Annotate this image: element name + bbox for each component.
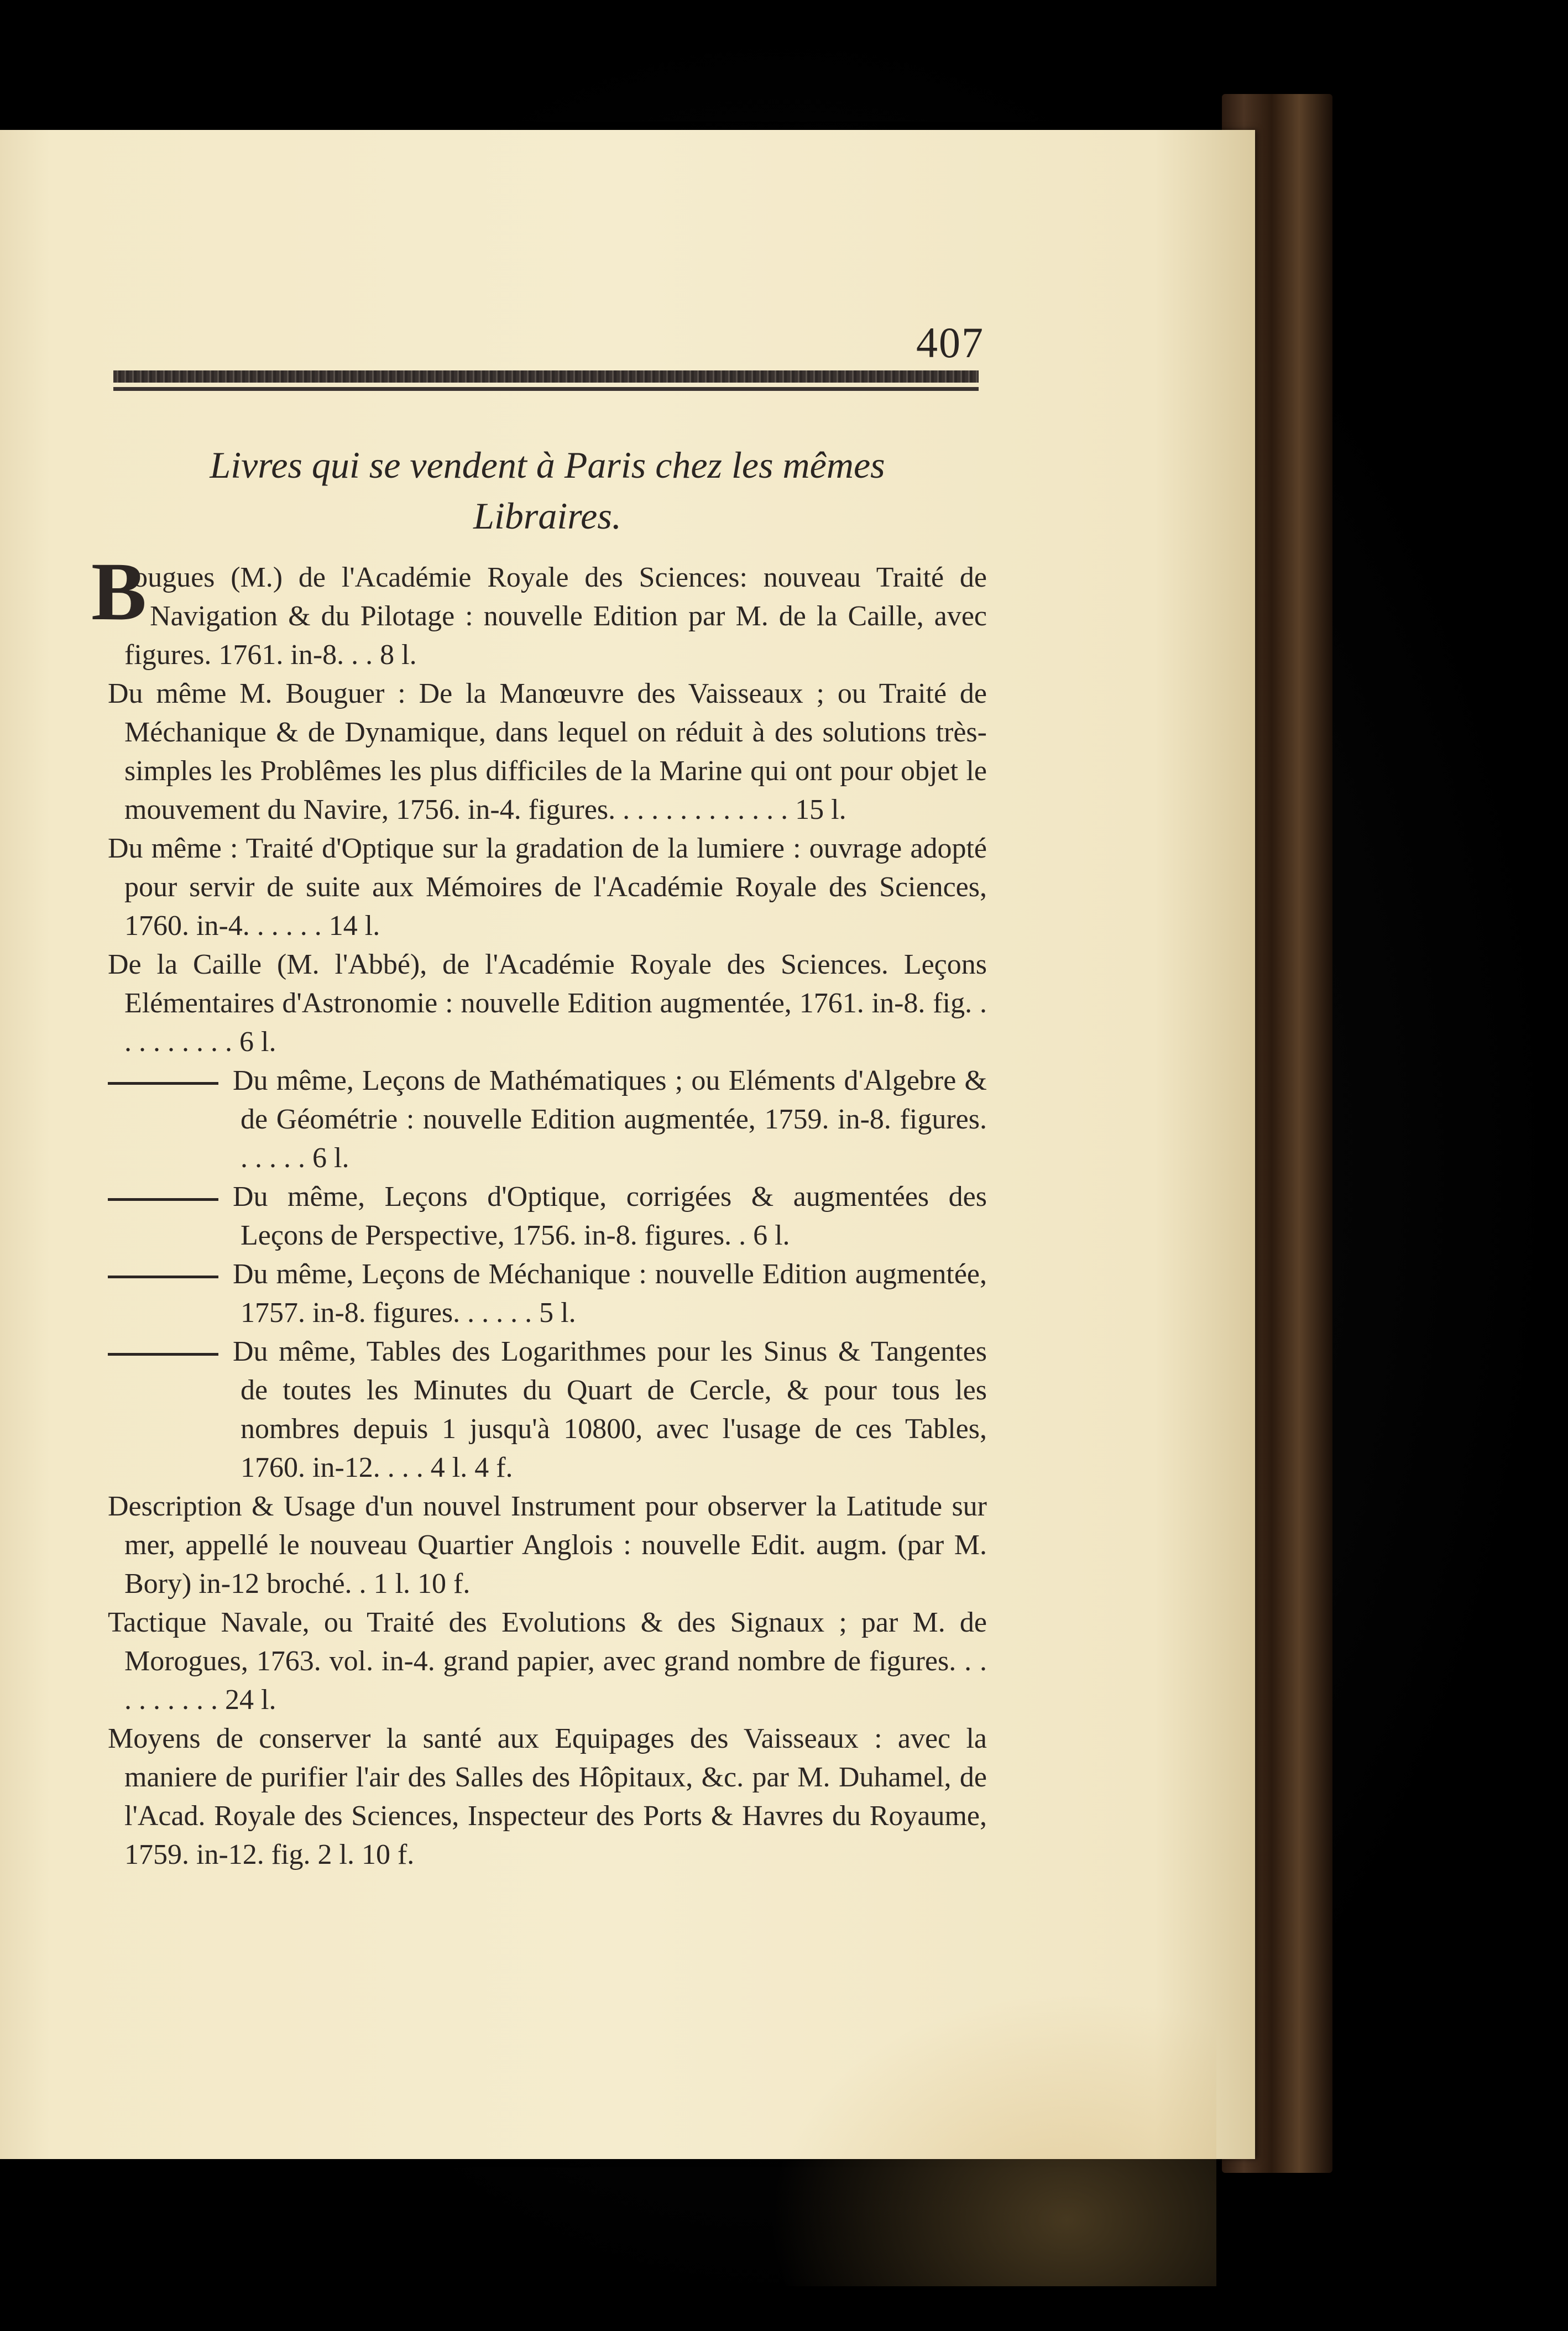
entry-price: 8 l.: [380, 639, 417, 671]
list-entry: [108, 1255, 987, 1332]
ditto-dash: [108, 1276, 218, 1278]
entry-price: 15 l.: [795, 794, 846, 825]
ditto-dash: [108, 1082, 218, 1085]
drop-cap: B: [91, 546, 147, 637]
list-entry: [108, 675, 987, 829]
entry-price: 2 l. 10 f.: [317, 1839, 415, 1870]
entry-price: 24 l.: [225, 1684, 276, 1716]
header-rule-thin: [113, 387, 979, 391]
list-entry: [108, 829, 987, 945]
section-title-line1: Livres qui se vendent à Paris chez les mêmes: [210, 444, 885, 486]
ditto-dash: [108, 1198, 218, 1201]
entry-price: 1 l. 10 f.: [373, 1568, 471, 1600]
ditto-dash: [108, 1353, 218, 1356]
list-entry: [108, 1178, 987, 1255]
entry-price: 5 l.: [539, 1297, 576, 1329]
entry-text: De la Caille (M. l'Abbé), de l'Académie Royale des Sciences. Leçons Elémentaires d'Astronomie : nouvelle Edition augmentée, 1761. in-8. fig. . . . . . . . . .: [108, 949, 987, 1058]
page-number: 407: [916, 318, 984, 367]
list-entry: [108, 1487, 987, 1603]
section-title: [108, 440, 987, 541]
entry-text: Description & Usage d'un nouvel Instrument pour observer la Latitude sur mer, appellé le nouveau Quartier Anglois : nouvelle Edit. augm. (par M. Bory) in-12 broché. .: [108, 1491, 987, 1600]
list-entry: [91, 546, 987, 675]
section-title-line2: Libraires.: [473, 495, 621, 537]
entry-text: Tactique Navale, ou Traité des Evolutions & des Signaux ; par M. de Morogues, 1763. vol. in-4. grand papier, avec grand nombre de figures. . . . . . . . . .: [108, 1607, 987, 1716]
entry-text: ougues (M.) de l'Académie Royale des Sciences: nouveau Traité de Navigation & du Pilotage : nouvelle Edition par M. de la Caille, avec figures. 1761. in-8. . .: [124, 562, 987, 671]
list-entry: [108, 945, 987, 1062]
entry-text: Du même, Leçons de Méchanique : nouvelle Edition augmentée, 1757. in-8. figures. . . . . .: [233, 1258, 987, 1329]
entry-price: 6 l.: [239, 1026, 276, 1058]
entry-price: 14 l.: [328, 910, 380, 942]
entry-text: Du même : Traité d'Optique sur la gradation de la lumiere : ouvrage adopté pour servir de suite aux Mémoires de l'Académie Royale des Sciences, 1760. in-4. . . . . .: [108, 833, 987, 942]
entry-text: Du même M. Bouguer : De la Manœuvre des Vaisseaux ; ou Traité de Méchanique & de Dynamique, dans lequel on réduit à des solutions très-simples les Problêmes les plus difficiles de la Marine qui ont pour objet le mouvement du Navire, 1756. in-4. figures. . . . . . . . . . . . .: [108, 678, 987, 825]
list-entry: [108, 1603, 987, 1719]
entry-text: Du même, Leçons de Mathématiques ; ou Eléments d'Algebre & de Géométrie : nouvelle Edition augmentée, 1759. in-8. figures. . . . . .: [233, 1065, 987, 1174]
header-rule: [113, 370, 979, 383]
entry-price: 4 l. 4 f.: [430, 1452, 513, 1483]
list-entry: [108, 1719, 987, 1874]
page-stain: [719, 1954, 1216, 2286]
entry-price: 6 l.: [753, 1220, 790, 1251]
entry-text: Du même, Tables des Logarithmes pour les Sinus & Tangentes de toutes les Minutes du Quart de Cercle, & pour tous les nombres depuis 1 jusqu'à 10800, avec l'usage de ces Tables, 1760. in-12. . . .: [233, 1336, 987, 1483]
entry-text: Moyens de conserver la santé aux Equipages des Vaisseaux : avec la maniere de purifier l'air des Salles des Hôpitaux, &c. par M. Duhamel, de l'Acad. Royale des Sciences, Inspecteur des Ports & Havres du Royaume, 1759. in-12. fig.: [108, 1723, 987, 1870]
list-entry: [108, 1062, 987, 1178]
entry-text: Du même, Leçons d'Optique, corrigées & augmentées des Leçons de Perspective, 1756. in-8. figures. .: [233, 1181, 987, 1251]
entry-price: 6 l.: [312, 1142, 349, 1174]
book-list: [91, 546, 987, 1874]
list-entry: [108, 1332, 987, 1487]
